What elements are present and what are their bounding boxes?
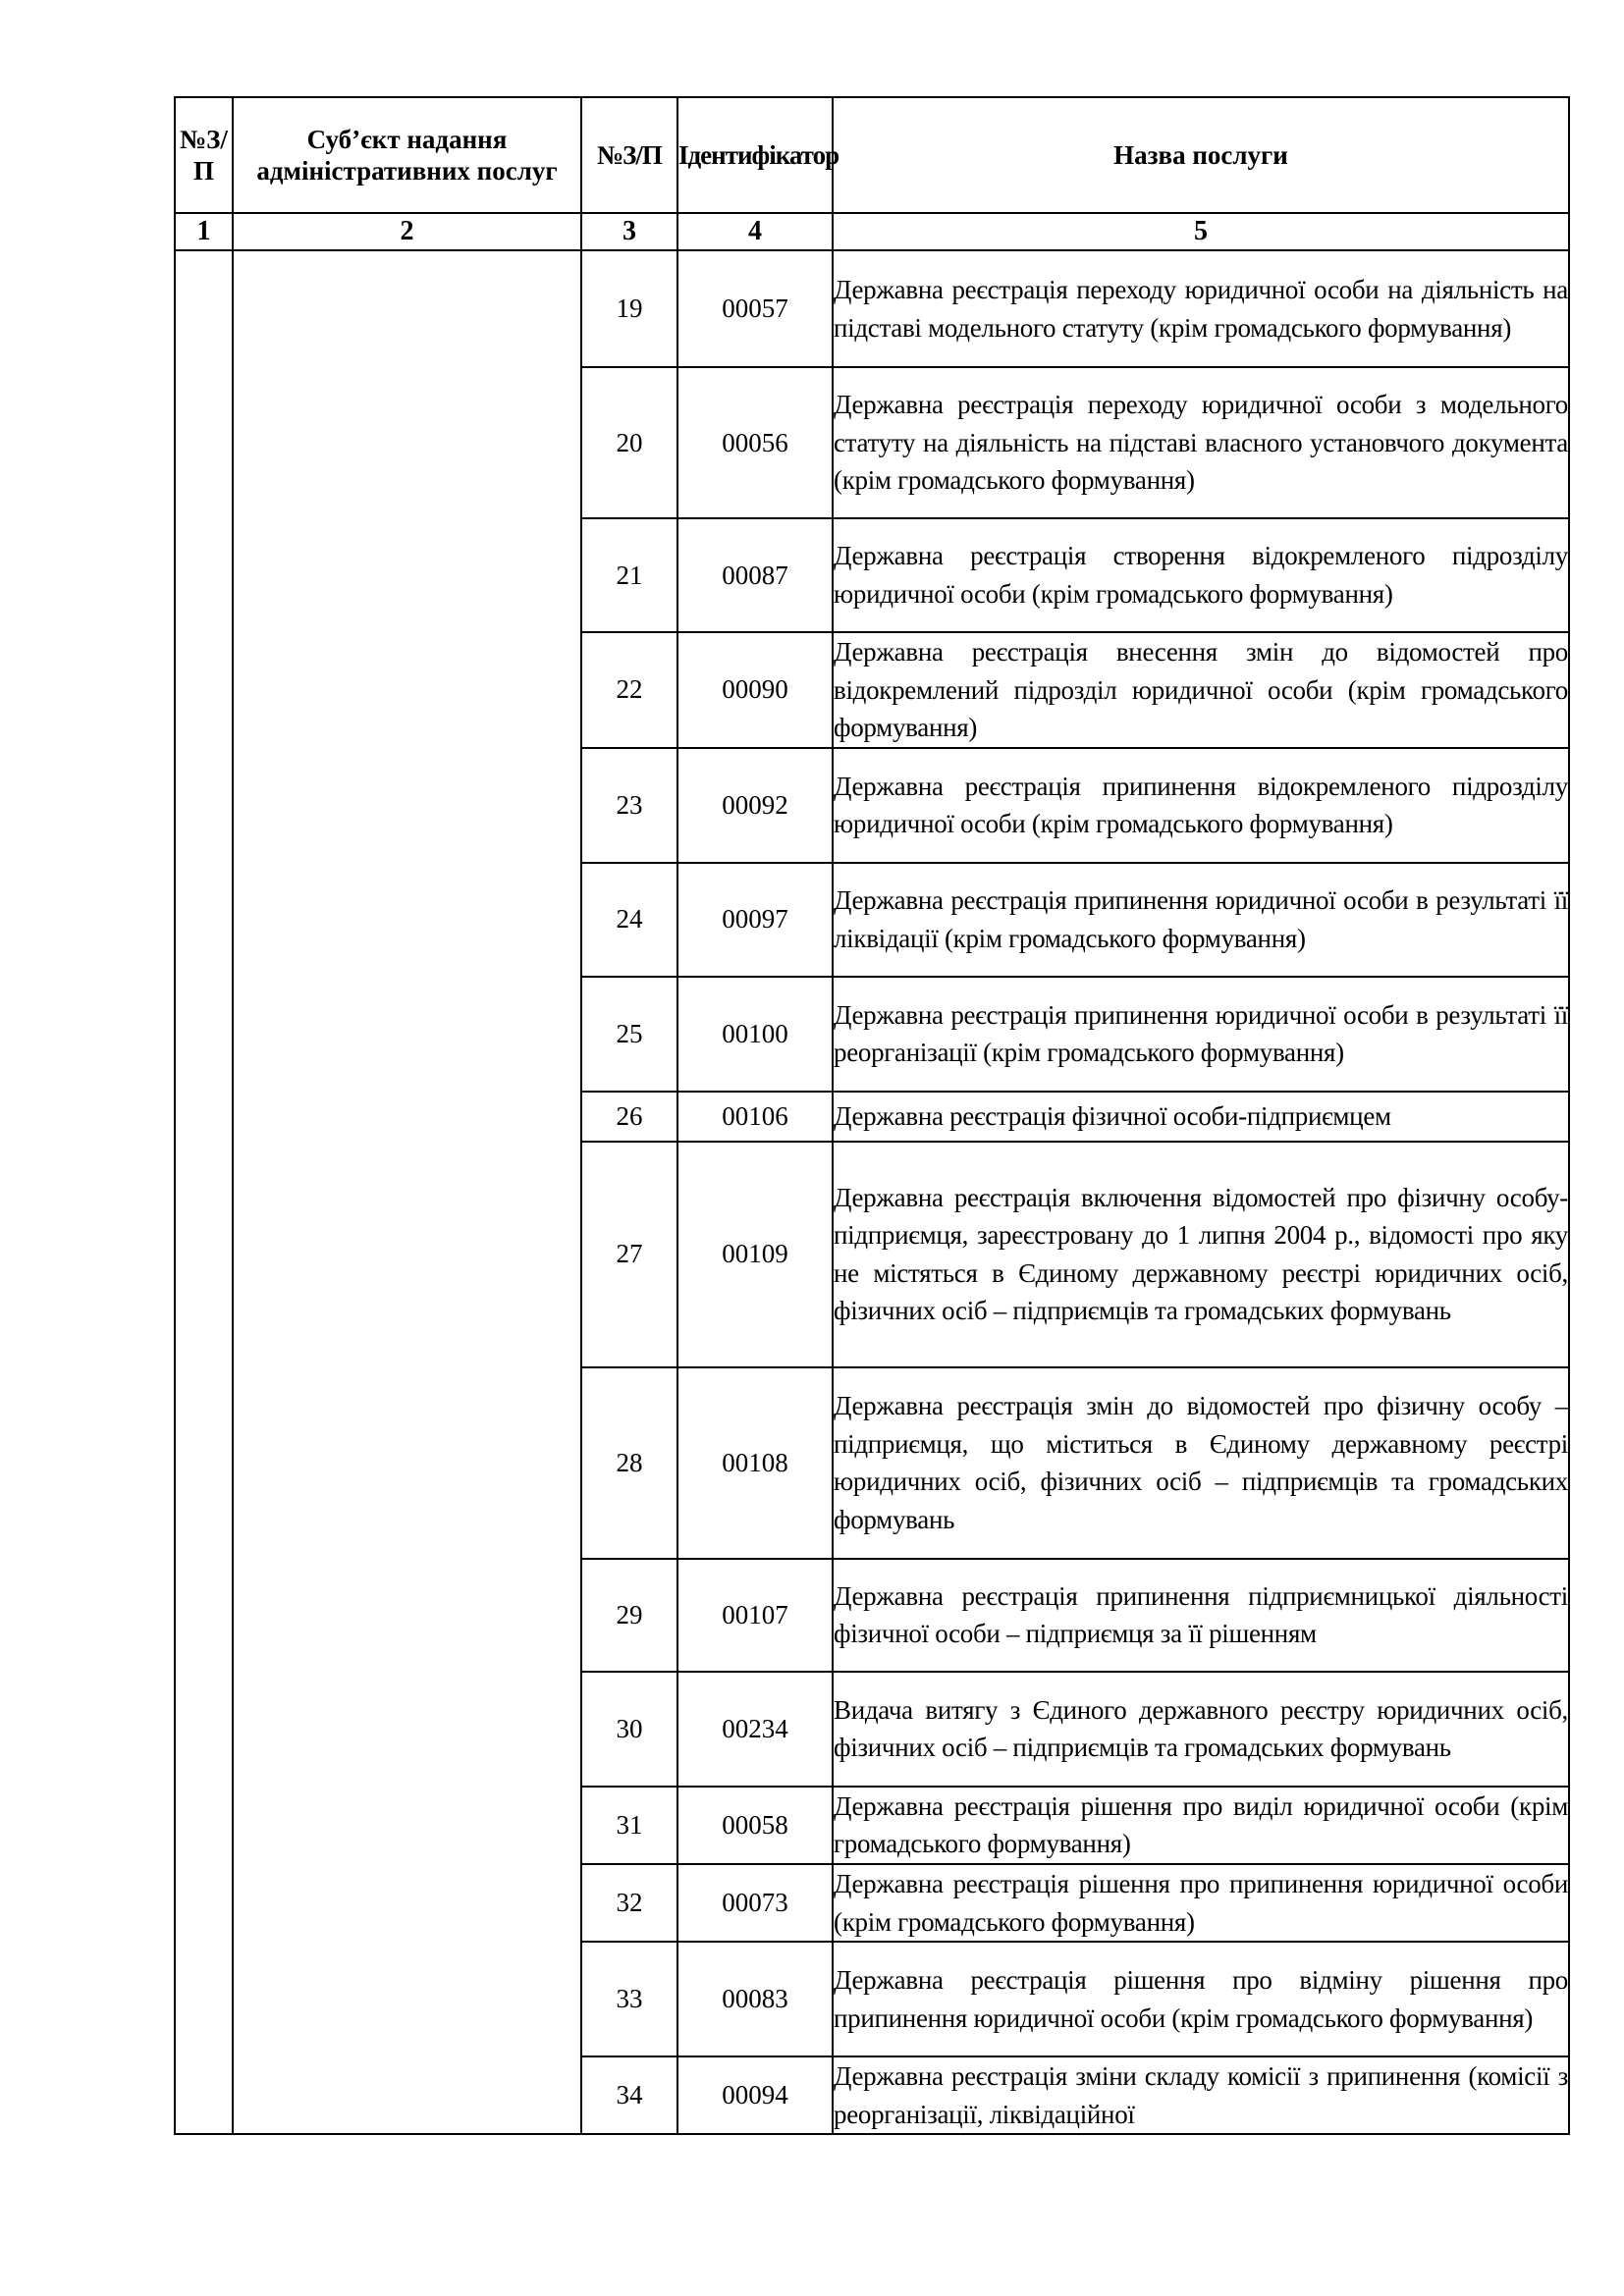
service-name: Державна реєстрація переходу юридичної особи на діяльність на підставі модельного статуту (крім громадського формування) bbox=[833, 250, 1569, 367]
service-identifier: 00107 bbox=[677, 1559, 833, 1672]
column-number-row bbox=[175, 213, 1569, 250]
service-identifier: 00108 bbox=[677, 1367, 833, 1559]
services-table bbox=[174, 96, 1570, 2135]
service-name: Державна реєстрація створення відокремленого підрозділу юридичної особи (крім громадського формування) bbox=[833, 518, 1569, 632]
table-row bbox=[175, 250, 1569, 367]
service-identifier: 00234 bbox=[677, 1672, 833, 1787]
row-number: 20 bbox=[581, 367, 677, 518]
header-subject: Суб’єкт надання адміністративних послуг bbox=[233, 97, 581, 213]
service-name: Державна реєстрація припинення підприємницької діяльності фізичної особи – підприємця за її рішенням bbox=[833, 1559, 1569, 1672]
column-number: 1 bbox=[175, 213, 233, 250]
row-number: 30 bbox=[581, 1672, 677, 1787]
service-name: Державна реєстрація внесення змін до відомостей про відокремлений підрозділ юридичної особи (крім громадського формування) bbox=[833, 632, 1569, 748]
service-identifier: 00058 bbox=[677, 1787, 833, 1864]
service-name: Державна реєстрація змін до відомостей про фізичну особу – підприємця, що міститься в Єдиному державному реєстрі юридичних осіб, фізичних осіб – підприємців та громадських формувань bbox=[833, 1367, 1569, 1559]
row-number: 27 bbox=[581, 1142, 677, 1367]
row-number: 28 bbox=[581, 1367, 677, 1559]
column-number: 5 bbox=[833, 213, 1569, 250]
row-number: 25 bbox=[581, 977, 677, 1092]
service-identifier: 00094 bbox=[677, 2056, 833, 2134]
column-number: 2 bbox=[233, 213, 581, 250]
column-number: 3 bbox=[581, 213, 677, 250]
service-name: Державна реєстрація фізичної особи-підприємцем bbox=[833, 1092, 1569, 1142]
row-number: 24 bbox=[581, 863, 677, 977]
header-no-outer: №З/П bbox=[175, 97, 233, 213]
service-identifier: 00109 bbox=[677, 1142, 833, 1367]
subject-cell bbox=[233, 250, 581, 2134]
row-number: 26 bbox=[581, 1092, 677, 1142]
service-name: Державна реєстрація припинення юридичної особи в результаті її реорганізації (крім громадського формування) bbox=[833, 977, 1569, 1092]
header-identifier: Ідентифікатор bbox=[677, 97, 833, 213]
row-number: 29 bbox=[581, 1559, 677, 1672]
service-name: Видача витягу з Єдиного державного реєстру юридичних осіб, фізичних осіб – підприємців та громадських формувань bbox=[833, 1672, 1569, 1787]
header-row bbox=[175, 97, 1569, 213]
row-number: 19 bbox=[581, 250, 677, 367]
row-number: 22 bbox=[581, 632, 677, 748]
service-name: Державна реєстрація переходу юридичної особи з модельного статуту на діяльність на підставі власного установчого документа (крім громадського формування) bbox=[833, 367, 1569, 518]
service-name: Державна реєстрація припинення юридичної особи в результаті її ліквідації (крім громадського формування) bbox=[833, 863, 1569, 977]
row-number: 32 bbox=[581, 1864, 677, 1942]
row-number: 21 bbox=[581, 518, 677, 632]
service-identifier: 00092 bbox=[677, 748, 833, 863]
header-service-name: Назва послуги bbox=[833, 97, 1569, 213]
service-identifier: 00097 bbox=[677, 863, 833, 977]
service-name: Державна реєстрація рішення про припинення юридичної особи (крім громадського формування) bbox=[833, 1864, 1569, 1942]
service-identifier: 00083 bbox=[677, 1942, 833, 2056]
service-name: Державна реєстрація рішення про відміну рішення про припинення юридичної особи (крім громадського формування) bbox=[833, 1942, 1569, 2056]
service-identifier: 00057 bbox=[677, 250, 833, 367]
service-name: Державна реєстрація припинення відокремленого підрозділу юридичної особи (крім громадського формування) bbox=[833, 748, 1569, 863]
row-number: 33 bbox=[581, 1942, 677, 2056]
row-number: 34 bbox=[581, 2056, 677, 2134]
column-number: 4 bbox=[677, 213, 833, 250]
row-number: 23 bbox=[581, 748, 677, 863]
service-identifier: 00100 bbox=[677, 977, 833, 1092]
service-identifier: 00090 bbox=[677, 632, 833, 748]
service-identifier: 00087 bbox=[677, 518, 833, 632]
service-name: Державна реєстрація рішення про виділ юридичної особи (крім громадського формування) bbox=[833, 1787, 1569, 1864]
service-identifier: 00106 bbox=[677, 1092, 833, 1142]
header-no-inner: №З/П bbox=[581, 97, 677, 213]
service-identifier: 00073 bbox=[677, 1864, 833, 1942]
service-name: Державна реєстрація зміни складу комісії з припинення (комісії з реорганізації, ліквідаційної bbox=[833, 2056, 1569, 2134]
service-name: Державна реєстрація включення відомостей про фізичну особу-підприємця, зареєстровану до 1 липня 2004 р., відомості про яку не містяться в Єдиному державному реєстрі юридичних осіб, фізичних осіб – підприємців та громадських формувань bbox=[833, 1142, 1569, 1367]
row-number: 31 bbox=[581, 1787, 677, 1864]
service-identifier: 00056 bbox=[677, 367, 833, 518]
outer-number-cell bbox=[175, 250, 233, 2134]
